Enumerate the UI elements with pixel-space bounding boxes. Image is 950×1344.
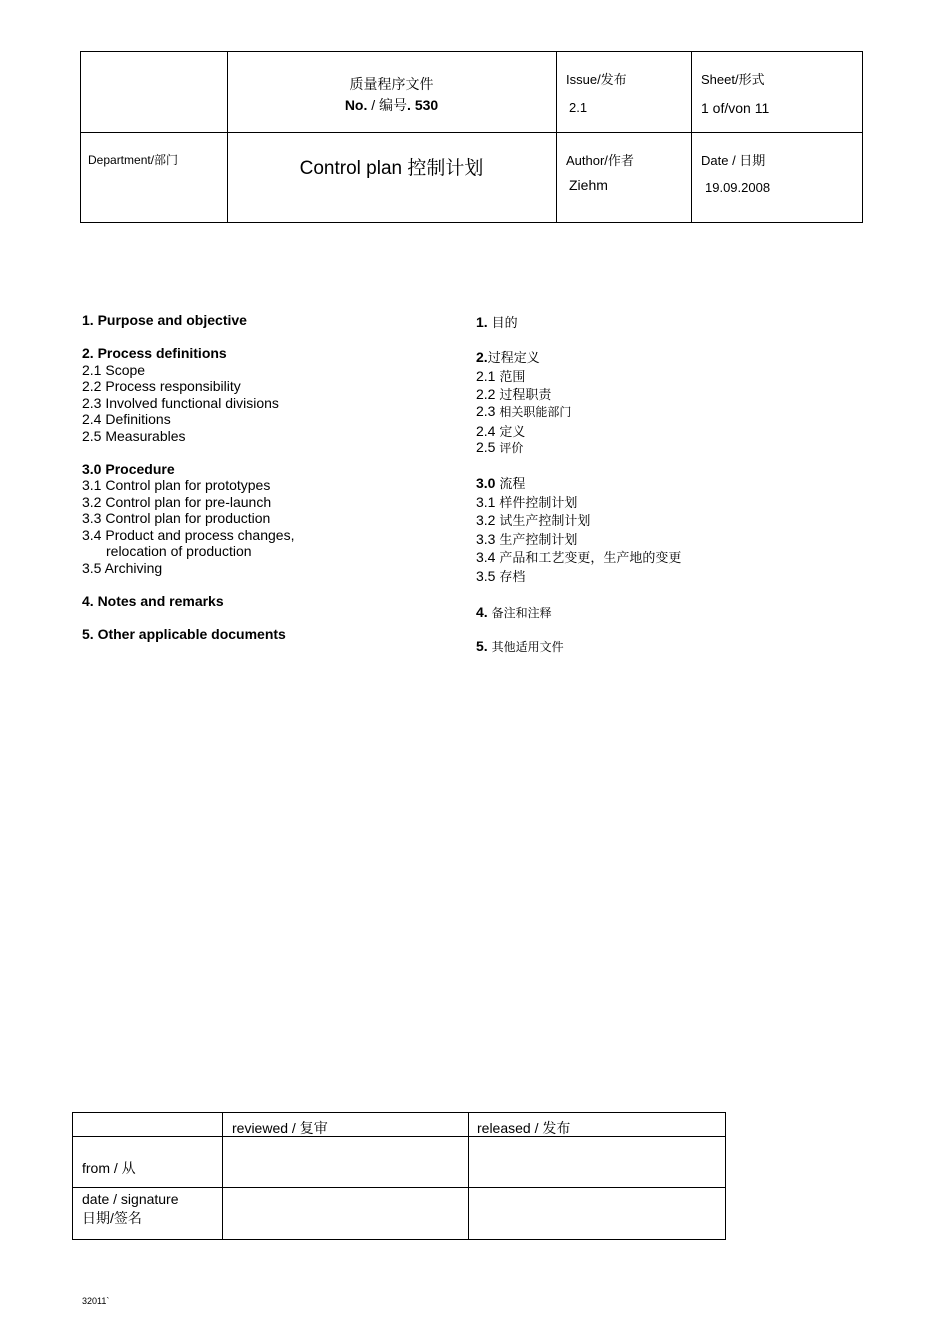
from-label: from / 从 <box>82 1160 136 1176</box>
date-value: 19.09.2008 <box>705 180 771 195</box>
toc-english <box>82 312 294 642</box>
toc-zh-number: 3.0 <box>476 475 496 491</box>
issue-value: 2.1 <box>569 100 588 115</box>
toc-zh-number: 2.2 <box>476 386 496 402</box>
reviewed-signature-cell[interactable] <box>223 1188 467 1239</box>
toc-zh-item <box>476 421 525 440</box>
toc-zh-number: 5. <box>476 638 488 654</box>
header-divider <box>691 52 692 222</box>
signature-table <box>72 1112 726 1240</box>
toc-zh-item <box>476 366 525 385</box>
toc-item: 3.1 Control plan for prototypes <box>82 477 271 493</box>
toc-item: relocation of production <box>106 543 252 559</box>
doc-type: 质量程序文件 <box>349 77 434 93</box>
toc-zh-label: 流程 <box>499 477 526 492</box>
doc-number-sep: / 编号 <box>367 97 408 113</box>
toc-zh-label: 过程职责 <box>499 388 552 403</box>
released-signature-cell[interactable] <box>469 1188 725 1239</box>
toc-zh-number: 3.2 <box>476 512 496 528</box>
toc-zh-label: 生产控制计划 <box>499 533 578 548</box>
toc-zh-item <box>476 566 525 585</box>
doc-number-value: . 530 <box>407 97 439 113</box>
date-label: Date / 日期 <box>701 153 766 168</box>
toc-zh-item <box>476 547 681 566</box>
toc-item: 2.5 Measurables <box>82 427 186 444</box>
document-title: Control plan 控制计划 <box>299 158 484 179</box>
header-divider <box>81 132 862 133</box>
toc-zh-label: 定义 <box>499 425 526 440</box>
toc-zh-item <box>476 604 552 621</box>
toc-zh-number: 2. <box>476 349 488 365</box>
footer-code: 32011` <box>82 1296 110 1306</box>
toc-zh-item <box>476 347 540 366</box>
toc-zh-item <box>476 638 564 655</box>
toc-zh-label: 评价 <box>499 441 524 455</box>
sheet-label: Sheet/形式 <box>701 72 765 87</box>
toc-item: 3.2 Control plan for pre-launch <box>82 493 272 510</box>
toc-zh-label: 备注和注释 <box>491 606 552 620</box>
header-table <box>80 51 863 223</box>
toc-zh-number: 1. <box>476 314 488 330</box>
toc-zh-item <box>476 384 551 403</box>
toc-zh-number: 2.5 <box>476 439 496 455</box>
date-signature-label-zh: 日期/签名 <box>82 1210 142 1226</box>
toc-zh-number: 4. <box>476 604 488 620</box>
toc-item: 1. Purpose and objective <box>82 312 247 328</box>
toc-zh-number: 3.1 <box>476 494 496 510</box>
author-label: Author/作者 <box>566 153 634 168</box>
toc-item: 2.1 Scope <box>82 361 146 378</box>
issue-label: Issue/发布 <box>566 72 627 87</box>
released-header: released / 发布 <box>477 1120 571 1136</box>
doc-number-label: No. <box>344 97 368 113</box>
toc-item: 5. Other applicable documents <box>82 625 286 642</box>
author-value: Ziehm <box>569 177 608 193</box>
toc-item: 2.2 Process responsibility <box>82 378 241 394</box>
toc-zh-item <box>476 403 571 420</box>
toc-zh-number: 3.4 <box>476 549 496 565</box>
toc-zh-item <box>476 439 523 456</box>
toc-item: 4. Notes and remarks <box>82 592 224 609</box>
toc-zh-label: 相关职能部门 <box>499 405 572 419</box>
header-divider <box>556 52 557 222</box>
toc-zh-number: 3.3 <box>476 531 496 547</box>
toc-zh-label: 产品和工艺变更，生产地的变更 <box>499 551 682 566</box>
toc-zh-label: 范围 <box>499 370 526 385</box>
toc-zh-number: 2.4 <box>476 423 496 439</box>
sheet-value: 1 of/von 11 <box>701 100 770 116</box>
toc-item: 3.3 Control plan for production <box>82 510 271 526</box>
released-from-cell[interactable] <box>469 1137 725 1187</box>
toc-zh-label: 样件控制计划 <box>499 496 578 511</box>
toc-zh-item <box>476 312 518 331</box>
department-label: Department/部门 <box>88 153 179 167</box>
toc-item: 2.3 Involved functional divisions <box>82 394 279 411</box>
toc-zh-label: 存档 <box>499 570 526 585</box>
toc-item: 3.5 Archiving <box>82 559 163 576</box>
toc-zh-label: 试生产控制计划 <box>499 514 591 529</box>
toc-item: 2.4 Definitions <box>82 411 171 427</box>
toc-zh-item <box>476 529 577 548</box>
toc-zh-item <box>476 473 525 492</box>
reviewed-from-cell[interactable] <box>223 1137 467 1187</box>
reviewed-header: reviewed / 复审 <box>232 1120 328 1136</box>
doc-number <box>227 95 556 115</box>
toc-item: 3.4 Product and process changes, <box>82 526 295 543</box>
toc-item: 3.0 Procedure <box>82 460 175 477</box>
toc-zh-number: 2.3 <box>476 403 496 419</box>
toc-zh-label: 目的 <box>491 316 518 331</box>
date-signature-label: date / signature <box>82 1191 179 1207</box>
toc-zh-number: 3.5 <box>476 568 496 584</box>
toc-zh-label: 过程定义 <box>487 351 540 366</box>
toc-zh-item <box>476 510 590 529</box>
toc-zh-number: 2.1 <box>476 368 496 384</box>
toc-zh-item <box>476 492 577 511</box>
toc-item: 2. Process definitions <box>82 345 227 361</box>
toc-zh-label: 其他适用文件 <box>491 640 564 654</box>
